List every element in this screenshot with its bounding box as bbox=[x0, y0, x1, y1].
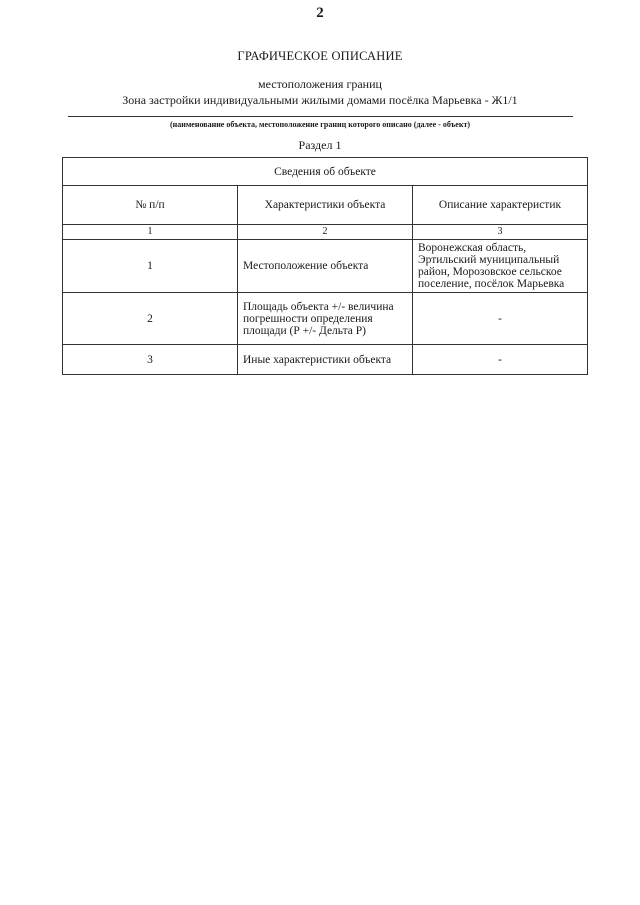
table-row bbox=[63, 240, 588, 293]
header-description: Описание характеристик bbox=[413, 186, 588, 225]
zone-name: Зона застройки индивидуальными жилыми домами посёлка Марьевка - Ж1/1 bbox=[122, 93, 518, 107]
row-characteristic: Площадь объекта +/- величина погрешности определения площади (Р +/- Дельта Р) bbox=[238, 293, 413, 345]
zone-name-underline bbox=[68, 116, 573, 117]
row-description: Воронежская область, Эртильский муниципальный район, Морозовское сельское поселение, посёлок Марьевка bbox=[413, 240, 588, 293]
table-row bbox=[63, 293, 588, 345]
column-number-row bbox=[63, 225, 588, 240]
object-note: (наименование объекта, местоположение границ которого описано (далее - объект) bbox=[169, 120, 471, 129]
table-caption-row bbox=[63, 158, 588, 186]
section-title: Раздел 1 bbox=[298, 138, 342, 152]
document-subtitle: местоположения границ bbox=[258, 77, 382, 91]
table-row bbox=[63, 345, 588, 375]
row-characteristic: Местоположение объекта bbox=[238, 240, 413, 293]
document-title: ГРАФИЧЕСКОЕ ОПИСАНИЕ bbox=[237, 49, 403, 63]
row-characteristic: Иные характеристики объекта bbox=[238, 345, 413, 375]
row-description: - bbox=[413, 345, 588, 375]
column-number: 1 bbox=[63, 225, 238, 240]
row-number: 3 bbox=[63, 345, 238, 375]
page-number: 2 bbox=[316, 5, 324, 21]
header-characteristic: Характеристики объекта bbox=[238, 186, 413, 225]
row-number: 1 bbox=[63, 240, 238, 293]
column-number: 3 bbox=[413, 225, 588, 240]
object-info-table bbox=[62, 157, 588, 375]
table-caption: Сведения об объекте bbox=[63, 158, 588, 186]
column-number: 2 bbox=[238, 225, 413, 240]
row-number: 2 bbox=[63, 293, 238, 345]
row-description: - bbox=[413, 293, 588, 345]
header-number: № п/п bbox=[63, 186, 238, 225]
table-header-row bbox=[63, 186, 588, 225]
